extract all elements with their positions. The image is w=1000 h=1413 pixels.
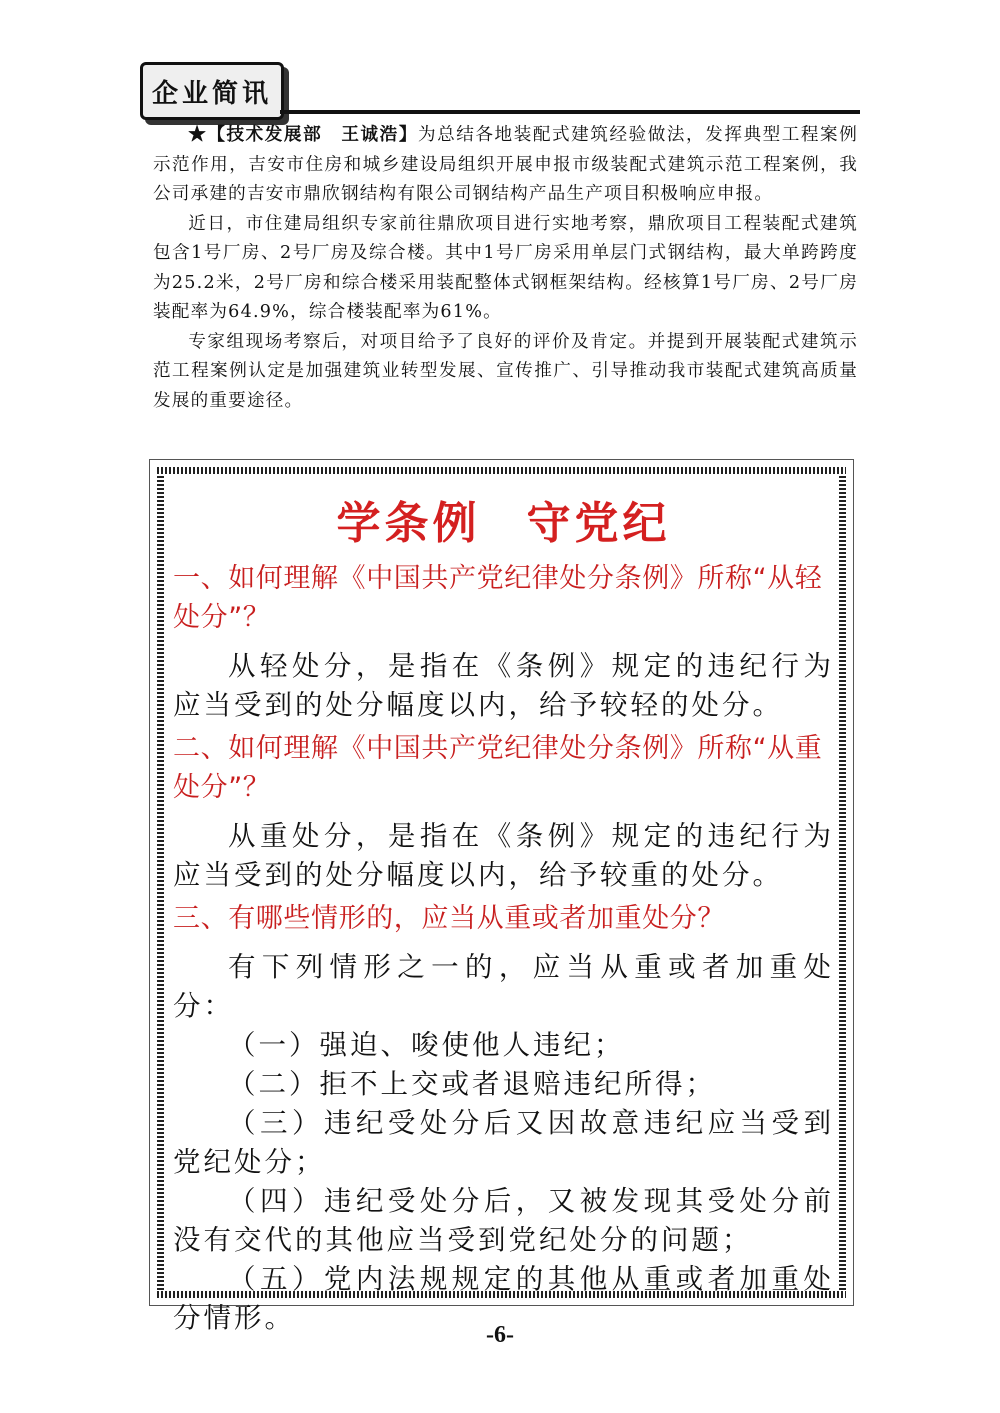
list-item: （二）拒不上交或者退赔违纪所得； <box>228 1068 716 1100</box>
regulation-box <box>150 460 853 1334</box>
star-icon: ★ <box>188 124 208 145</box>
list-item: （三）违纪受处分后又因故意违纪应当受到党纪处分； <box>173 1107 834 1178</box>
news-paragraph-1-body: 为总结各地装配式建筑经验做法，发挥典型工程案例示范作用，吉安市住房和城乡建设局组织开展申报市级装配式建筑示范工程案例，我公司承建的吉安市鼎欣钢结构有限公司钢结构产品生产项目积极响应申报。 <box>153 125 859 204</box>
list-item: （一）强迫、唆使他人违纪； <box>228 1029 625 1061</box>
question-2: 二、如何理解《中国共产党纪律处分条例》所称“从重处分”？ <box>173 733 823 803</box>
list-item: （五）党内法规规定的其他从重或者加重处分情形。 <box>173 1263 834 1334</box>
box-title <box>173 487 834 551</box>
box-title-right: 守党纪 <box>526 498 671 549</box>
answer-1: 从轻处分，是指在《条例》规定的违纪行为应当受到的处分幅度以内，给予较轻的处分。 <box>173 650 834 721</box>
question-1: 一、如何理解《中国共产党纪律处分条例》所称“从轻处分”？ <box>173 563 823 633</box>
answer-2: 从重处分，是指在《条例》规定的违纪行为应当受到的处分幅度以内，给予较重的处分。 <box>173 820 834 891</box>
answer-3-intro: 有下列情形之一的，应当从重或者加重处分： <box>173 951 834 1022</box>
news-paragraph-2: 近日，市住建局组织专家前往鼎欣项目进行实地考察，鼎欣项目工程装配式建筑包含1号厂房、2号厂房及综合楼。其中1号厂房采用单层门式钢结构，最大单跨跨度为25.2米，2号厂房和综合楼采用装配整体式钢框架结构。经核算1号厂房、2号厂房装配率为64.9%，综合楼装配率为61%。 <box>153 213 858 322</box>
section-header-tab: 企业简讯 <box>140 62 284 120</box>
regulation-box-content <box>173 481 834 1338</box>
list-item: （四）违纪受处分后，又被发现其受处分前没有交代的其他应当受到党纪处分的问题； <box>173 1185 834 1256</box>
page-number: -6- <box>486 1322 514 1348</box>
news-paragraph-3: 专家组现场考察后，对项目给予了良好的评价及肯定。并提到开展装配式建筑示范工程案例认定是加强建筑业转型发展、宣传推广、引导推动我市装配式建筑高质量发展的重要途径。 <box>153 331 858 411</box>
news-author-tag: 【技术发展部 王诚浩】 <box>207 124 418 145</box>
header-rule <box>280 110 860 114</box>
news-article <box>153 120 858 416</box>
answer-3-items <box>173 1026 834 1338</box>
box-title-left: 学条例 <box>336 498 481 549</box>
news-paragraph-1 <box>153 120 858 210</box>
question-3: 三、有哪些情形的，应当从重或者加重处分？ <box>173 903 725 934</box>
